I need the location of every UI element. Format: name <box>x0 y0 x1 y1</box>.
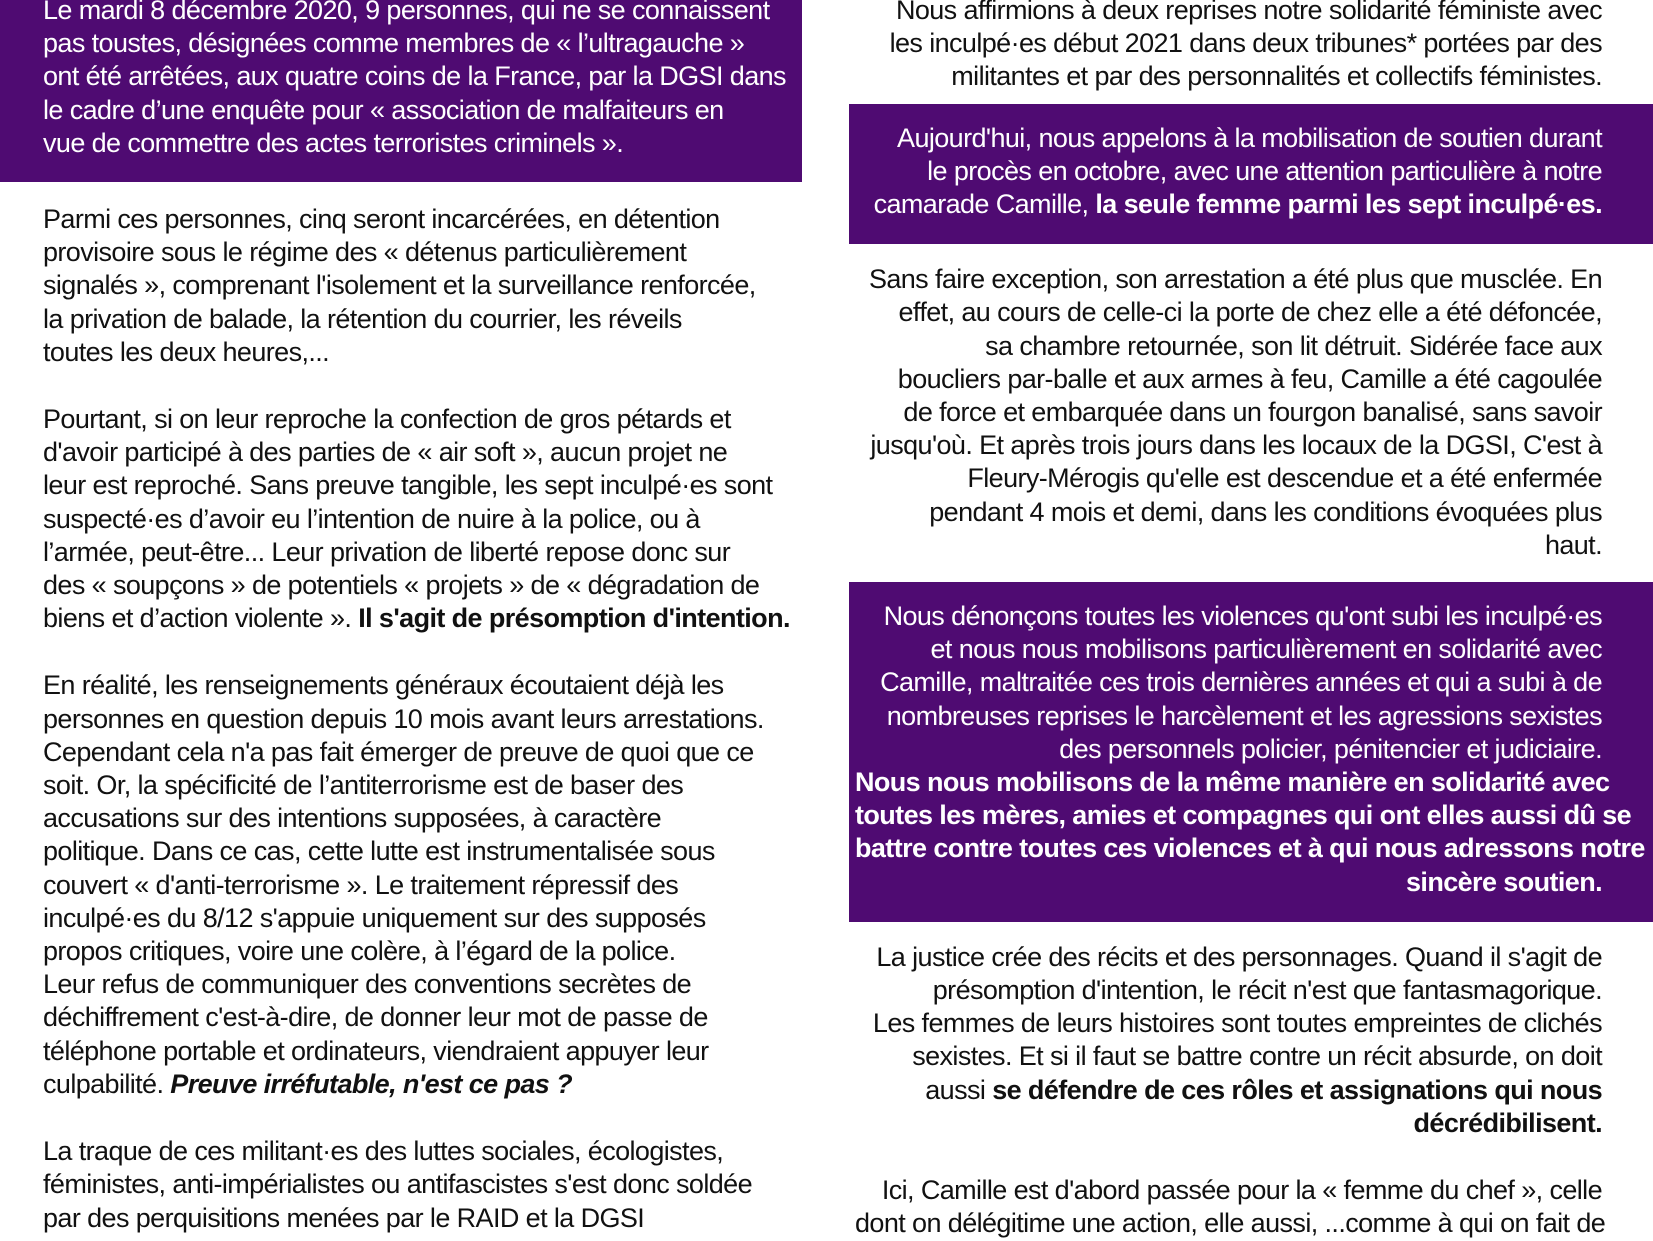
text-line: pas toustes, désignées comme membres de « l’ultragauche » <box>43 28 745 59</box>
text-line: couvert « d'anti-terrorisme ». Le traitement répressif des <box>43 869 679 900</box>
crackdown-paragraph <box>0 1135 802 1235</box>
text-line: Leur refus de communiquer des conventions secrètes de <box>43 969 692 1000</box>
text-fragment: culpabilité. <box>43 1068 171 1099</box>
text-line: Parmi ces personnes, cinq seront incarcérées, en détention <box>43 204 720 235</box>
text-line: Fleury-Mérogis qu'elle est descendue et a été enfermée <box>967 463 1602 494</box>
text-line: la privation de balade, la rétention du courrier, les réveils <box>43 303 682 334</box>
text-line: militantes et par des personnalités et collectifs féministes. <box>951 61 1602 92</box>
text-fragment: biens et d’action violente ». <box>43 603 359 634</box>
text-line: Le mardi 8 décembre 2020, 9 personnes, qui ne se connaissent <box>43 0 770 25</box>
detention-paragraph <box>0 203 802 369</box>
text-line: ont été arrêtées, aux quatre coins de la France, par la DGSI dans <box>43 61 786 92</box>
bold-statement: Il s'agit de présomption d'intention. <box>358 603 790 634</box>
text-fragment: camarade Camille, <box>873 189 1096 220</box>
text-line <box>43 602 792 635</box>
bold-line: Nous nous mobilisons de la même manière en solidarité avec <box>855 767 1610 798</box>
bold-statement: la seule femme parmi les sept inculpé·es. <box>1095 189 1602 220</box>
text-line: accusations sur des intentions supposées, à caractère <box>43 803 662 834</box>
text-line: les inculpé·es début 2021 dans deux tribunes* portées par des <box>889 28 1602 59</box>
text-line: Aujourd'hui, nous appelons à la mobilisation de soutien durant <box>897 122 1602 153</box>
text-line: Nous affirmions à deux reprises notre solidarité féministe avec <box>895 0 1602 25</box>
text-line: personnes en question depuis 10 mois avant leurs arrestations. <box>43 703 764 734</box>
bold-line: toutes les mères, amies et compagnes qui ont elles aussi dû se <box>855 800 1632 831</box>
text-line: pendant 4 mois et demi, dans les conditions évoquées plus <box>929 496 1602 527</box>
mobilisation-highlight <box>849 104 1653 245</box>
text-line <box>855 188 1602 221</box>
text-line: Camille, maltraitée ces trois dernières années et qui a subi à de <box>880 667 1602 698</box>
text-line <box>43 1068 792 1101</box>
text-line: Pourtant, si on leur reproche la confection de gros pétards et <box>43 404 731 435</box>
text-line: propos critiques, voire une colère, à l’égard de la police. <box>43 936 676 967</box>
text-line: présomption d'intention, le récit n'est que fantasmagorique. <box>932 975 1602 1006</box>
text-line: Les femmes de leurs histoires sont toutes empreintes de clichés <box>872 1008 1602 1039</box>
camille-paragraph <box>849 1174 1653 1240</box>
text-line: de force et embarquée dans un fourgon banalisé, sans savoir <box>903 397 1602 428</box>
solidarity-paragraph <box>849 0 1653 94</box>
bold-line: sincère soutien. <box>1406 866 1602 897</box>
text-line: l’armée, peut-être... Leur privation de liberté repose donc sur <box>43 536 731 567</box>
text-line: leur est reproché. Sans preuve tangible, les sept inculpé·es sont <box>43 470 773 501</box>
text-line: soit. Or, la spécificité de l’antiterrorisme est de baser des <box>43 770 684 801</box>
text-line: signalés », comprenant l'isolement et la surveillance renforcée, <box>43 270 756 301</box>
text-line: La justice crée des récits et des personnages. Quand il s'agit de <box>876 941 1602 972</box>
text-line: Ici, Camille est d'abord passée pour la « femme du chef », celle <box>881 1175 1602 1206</box>
text-line: d'avoir participé à des parties de « air soft », aucun projet ne <box>43 437 728 468</box>
text-line: le procès en octobre, avec une attention particulière à notre <box>927 155 1602 186</box>
justice-paragraph <box>849 941 1653 1140</box>
text-fragment: aussi <box>925 1074 993 1105</box>
text-line: Nous dénonçons toutes les violences qu'ont subi les inculpé·es <box>883 601 1602 632</box>
text-line: provisoire sous le régime des « détenus particulièrement <box>43 237 687 268</box>
text-line: vue de commettre des actes terroristes criminels ». <box>43 127 624 158</box>
text-line: inculpé·es du 8/12 s'appuie uniquement sur des supposés <box>43 902 706 933</box>
text-line: En réalité, les renseignements généraux écoutaient déjà les <box>43 670 724 701</box>
surveillance-paragraph <box>0 669 802 1101</box>
bold-line: battre contre toutes ces violences et à qui nous adressons notre <box>855 833 1645 864</box>
bold-line: décrédibilisent. <box>1413 1107 1602 1138</box>
text-line: sexistes. Et si il faut se battre contre un récit absurde, on doit <box>912 1041 1602 1072</box>
text-line: toutes les deux heures,... <box>43 336 330 367</box>
left-column <box>0 0 802 1235</box>
text-line: des « soupçons » de potentiels « projets » de « dégradation de <box>43 570 760 601</box>
denunciation-highlight <box>849 582 1653 922</box>
bold-italic-statement: Preuve irréfutable, n'est ce pas ? <box>170 1068 572 1099</box>
text-line: sa chambre retournée, son lit détruit. Sidérée face aux <box>985 330 1602 361</box>
text-line: effet, au cours de celle-ci la porte de chez elle a été défoncée, <box>898 297 1602 328</box>
right-column <box>849 0 1653 1241</box>
text-line: téléphone portable et ordinateurs, viendraient appuyer leur <box>43 1035 709 1066</box>
text-line: haut. <box>1544 529 1602 560</box>
text-line: nombreuses reprises le harcèlement et les agressions sexistes <box>886 700 1602 731</box>
text-line: politique. Dans ce cas, cette lutte est instrumentalisée sous <box>43 836 715 867</box>
intro-highlight <box>0 0 802 182</box>
text-line: et nous nous mobilisons particulièrement en solidarité avec <box>930 634 1602 665</box>
accusation-paragraph <box>0 403 802 635</box>
text-line: le cadre d’une enquête pour « association de malfaiteurs en <box>43 94 724 125</box>
text-line: jusqu'où. Et après trois jours dans les locaux de la DGSI, C'est à <box>870 430 1602 461</box>
text-line <box>855 1074 1602 1107</box>
text-line: des personnels policier, pénitencier et judiciaire. <box>1059 733 1602 764</box>
text-line: boucliers par-balle et aux armes à feu, Camille a été cagoulée <box>897 363 1602 394</box>
text-line: Cependant cela n'a pas fait émerger de preuve de quoi que ce <box>43 736 754 767</box>
text-line: dont on délégitime une action, elle aussi, ...comme à qui on fait de <box>855 1208 1606 1239</box>
text-line: suspecté·es d’avoir eu l’intention de nuire à la police, ou à <box>43 503 700 534</box>
arrest-paragraph <box>849 263 1653 562</box>
text-line: par des perquisitions menées par le RAID et la DGSI <box>43 1202 645 1233</box>
text-line: La traque de ces militant·es des luttes sociales, écologistes, <box>43 1136 724 1167</box>
text-line: Sans faire exception, son arrestation a été plus que musclée. En <box>868 264 1602 295</box>
text-line: féministes, anti-impérialistes ou antifascistes s'est donc soldée <box>43 1169 752 1200</box>
text-line: déchiffrement c'est-à-dire, de donner leur mot de passe de <box>43 1002 708 1033</box>
bold-statement: se défendre de ces rôles et assignations qui nous <box>992 1074 1602 1105</box>
